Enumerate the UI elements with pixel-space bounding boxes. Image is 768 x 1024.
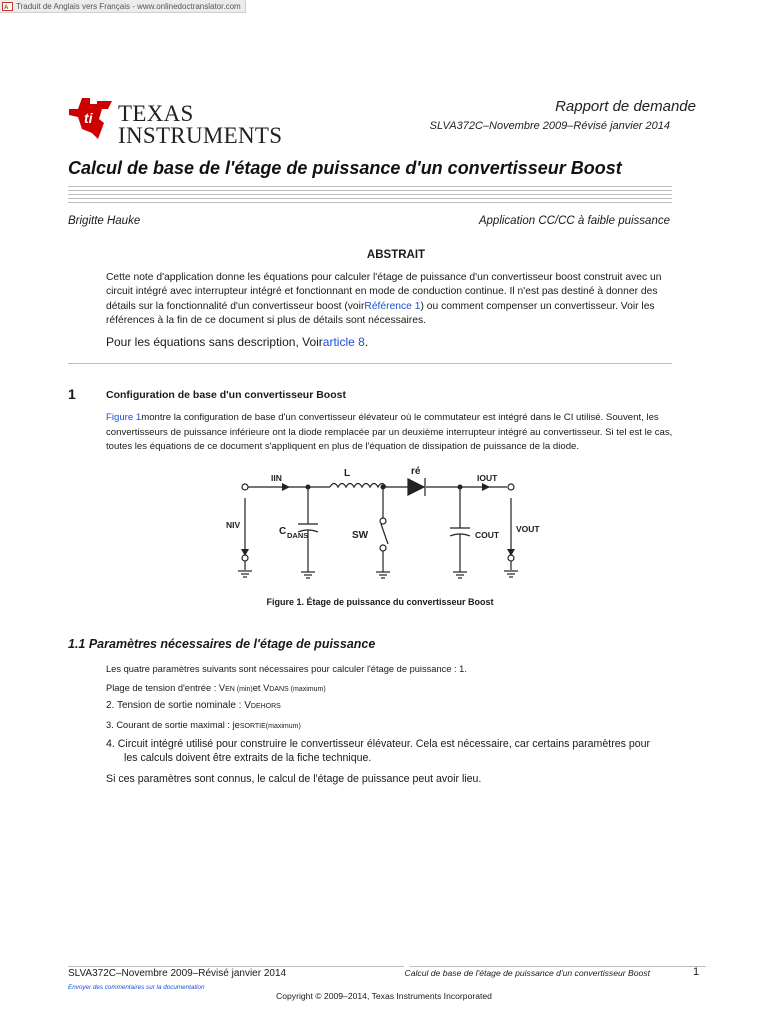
label-iin: IIN xyxy=(271,473,282,483)
copyright: Copyright © 2009–2014, Texas Instruments Incorporated xyxy=(276,991,492,1001)
parameter-item-4: 4. Circuit intégré utilisé pour construire le convertisseur élévateur. Cela est nécessaire, car certains paramètres pour xyxy=(106,738,651,750)
section-text: montre la configuration de base d'un convertisseur élévateur où le commutateur est intégré dans le CI utilisé. Souvent, les convertisseurs de puissance inférieure ont la diode remplacée par un deuxième interrupteur intégré au convertisseur. Si tel est le cas, toutes les équations de ce document s'appliquent en plus de l'équation de dissipation de puissance de la diode. xyxy=(106,412,673,452)
section-title: Configuration de base d'un convertisseur Boost xyxy=(106,389,346,401)
banner-text: Traduit de Anglais vers Français - www.onlinedoctranslator.com xyxy=(16,1,241,11)
figure-1-link[interactable]: Figure 1 xyxy=(106,412,142,423)
abstract-note-text: Pour les équations sans description, Voir xyxy=(106,335,323,349)
footer-reference: SLVA372C–Novembre 2009–Révisé janvier 2014 xyxy=(68,968,287,979)
footer-rule xyxy=(410,966,706,967)
abstract-note xyxy=(106,334,686,350)
translate-icon xyxy=(2,2,13,11)
label-iout: IOUT xyxy=(477,473,498,483)
parameter-text: 3. Courant de sortie maximal : je xyxy=(106,720,240,730)
document-title: Calcul de base de l'étage de puissance d'un convertisseur Boost xyxy=(68,158,622,178)
author: Brigitte Hauke xyxy=(68,215,141,227)
parameter-item-1 xyxy=(106,681,326,697)
section-number: 1 xyxy=(68,386,76,402)
title-rule xyxy=(68,194,672,195)
ti-logo-icon xyxy=(68,97,114,141)
label-vin: NIV xyxy=(226,520,241,530)
label-inductor: L xyxy=(344,468,351,479)
abstract-paragraph xyxy=(106,271,686,328)
logo-text-texas: TEXAS xyxy=(118,101,194,126)
parameter-item-2 xyxy=(106,699,281,714)
label-diode: ré xyxy=(411,466,421,477)
label-switch: SW xyxy=(352,530,369,541)
parameter-subscript: SORTIE(maximum) xyxy=(239,723,301,730)
parameter-subscript: DANS (maximum) xyxy=(269,686,326,693)
subsection-title: 1.1 Paramètres nécessaires de l'étage de puissance xyxy=(68,637,376,651)
label-cin-sub: DANS xyxy=(287,531,309,540)
parameter-item-3 xyxy=(106,718,301,734)
parameter-text: et V xyxy=(252,683,270,693)
title-rule xyxy=(68,202,672,203)
title-rule xyxy=(68,190,672,191)
parameter-text: 2. Tension de sortie nominale : V xyxy=(106,700,251,711)
section-paragraph xyxy=(106,411,686,455)
svg-text:ti: ti xyxy=(84,110,93,126)
title-rule xyxy=(68,198,672,199)
abstract-note-text: . xyxy=(364,335,369,349)
abstract-rule xyxy=(68,363,672,364)
report-reference: SLVA372C–Novembre 2009–Révisé janvier 2014 xyxy=(429,120,670,132)
footer-title: Calcul de base de l'étage de puissance d'un convertisseur Boost xyxy=(404,968,650,978)
report-type: Rapport de demande xyxy=(555,98,696,115)
label-cout: COUT xyxy=(475,530,500,540)
abstract-heading: ABSTRAIT xyxy=(366,249,426,261)
reference-1-link[interactable]: Référence 1 xyxy=(364,300,421,312)
translator-banner[interactable] xyxy=(0,0,246,13)
label-cin: C xyxy=(279,526,287,537)
feedback-link[interactable]: Envoyer des commentaires sur la documentation xyxy=(68,984,205,991)
parameter-item-4-continued: les calculs doivent être extraits de la fiche technique. xyxy=(124,752,372,764)
subsection-intro: Les quatre paramètres suivants sont nécessaires pour calculer l'étage de puissance : 1. xyxy=(106,664,467,674)
parameter-subscript: DEHORS xyxy=(250,703,281,710)
parameter-text: Plage de tension d'entrée : V xyxy=(106,683,226,693)
article-8-link[interactable]: article 8 xyxy=(322,335,365,349)
figure-caption: Figure 1. Étage de puissance du convertisseur Boost xyxy=(266,597,494,607)
abstract-text: ) ou comment compenser un convertisseur. Voir les références à la fin de ce document si plus de détails sont nécessaires. xyxy=(106,300,655,326)
application-type: Application CC/CC à faible puissance xyxy=(478,215,670,227)
abstract-text: Cette note d'application donne les équations pour calculer l'étage de puissance d'un convertisseur boost construit avec un circuit intégré avec interrupteur intégré et fonctionnant en mode de conduction continue. Il n'est pas destiné à donner des détails sur la fonctionnalité d'un convertisseur boost (voir xyxy=(106,272,662,312)
svg-text:A: A xyxy=(4,4,9,11)
subsection-closing: Si ces paramètres sont connus, le calcul de l'étage de puissance peut avoir lieu. xyxy=(106,773,482,785)
page-number: 1 xyxy=(693,966,700,978)
boost-converter-schematic xyxy=(200,458,560,588)
logo-text-instruments: INSTRUMENTS xyxy=(118,123,283,148)
title-rule xyxy=(68,186,672,187)
parameter-subscript: EN (min) xyxy=(225,686,253,693)
footer-rule xyxy=(68,966,404,967)
label-vout: VOUT xyxy=(516,524,540,534)
